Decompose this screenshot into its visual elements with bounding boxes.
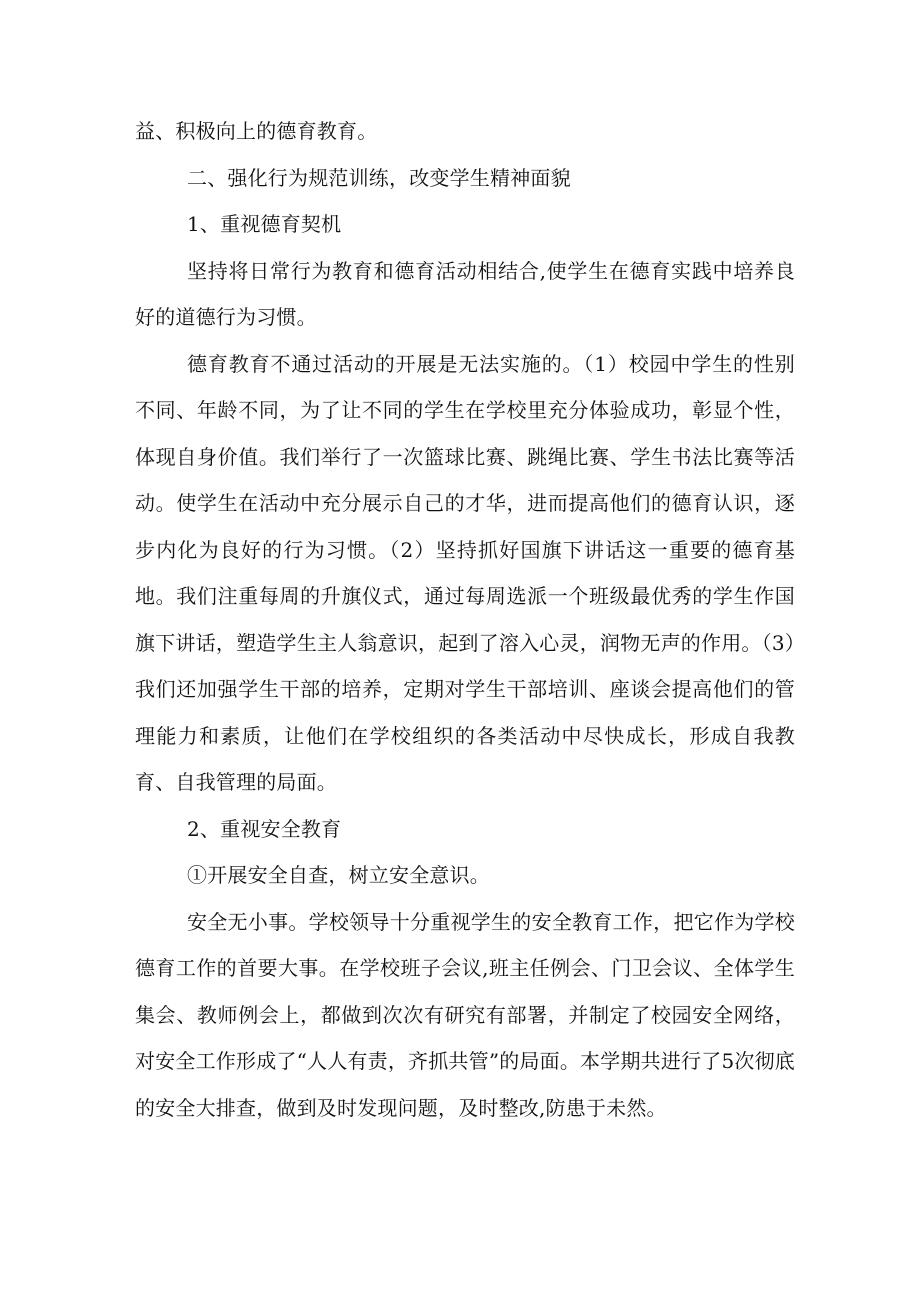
paragraph: 德育教育不通过活动的开展是无法实施的。（1）校园中学生的性别不同、年龄不同，为了让不同的学生在学校里充分体验成功，彰显个性，体现自身价值。我们举行了一次篮球比赛、跳绳比赛、学生书法比赛等活动。使学生在活动中充分展示自己的才华，进而提高他们的德育认识，逐步内化为良好的行为习惯。（2）坚持抓好国旗下讲话这一重要的德育基地。我们注重每周的升旗仪式，通过每周选派一个班级最优秀的学生作国旗下讲话，塑造学生主人翁意识，起到了溶入心灵，润物无声的作用。（3）我们还加强学生干部的培养，定期对学生干部培训、座谈会提高他们的管理能力和素质，让他们在学校组织的各类活动中尽快成长，形成自我教育、自我管理的局面。 — [135, 351, 795, 794]
paragraph-continuation: 益、积极向上的德育教育。 — [135, 119, 378, 143]
paragraph: 坚持将日常行为教育和德育活动相结合,使学生在德育实践中培养良好的道德行为习惯。 — [135, 258, 795, 329]
section-heading-2: 二、强化行为规范训练，改变学生精神面貌 — [187, 165, 571, 190]
subheading-2: 2、重视安全教育 — [187, 816, 342, 841]
paragraph: 安全无小事。学校领导十分重视学生的安全教育工作，把它作为学校德育工作的首要大事。在学校班子会议,班主任例会、门卫会议、全体学生集会、教师例会上，都做到次次有研究有部署，并制定了校园安全网络，对安全工作形成了“人人有责，齐抓共管”的局面。本学期共进行了5次彻底的安全大排查，做到及时发现问题，及时整改,防患于未然。 — [135, 909, 795, 1120]
document-body — [135, 108, 795, 1131]
list-item-heading: ①开展安全自查，树立安全意识。 — [187, 863, 490, 887]
subheading-1: 1、重视德育契机 — [187, 212, 342, 236]
